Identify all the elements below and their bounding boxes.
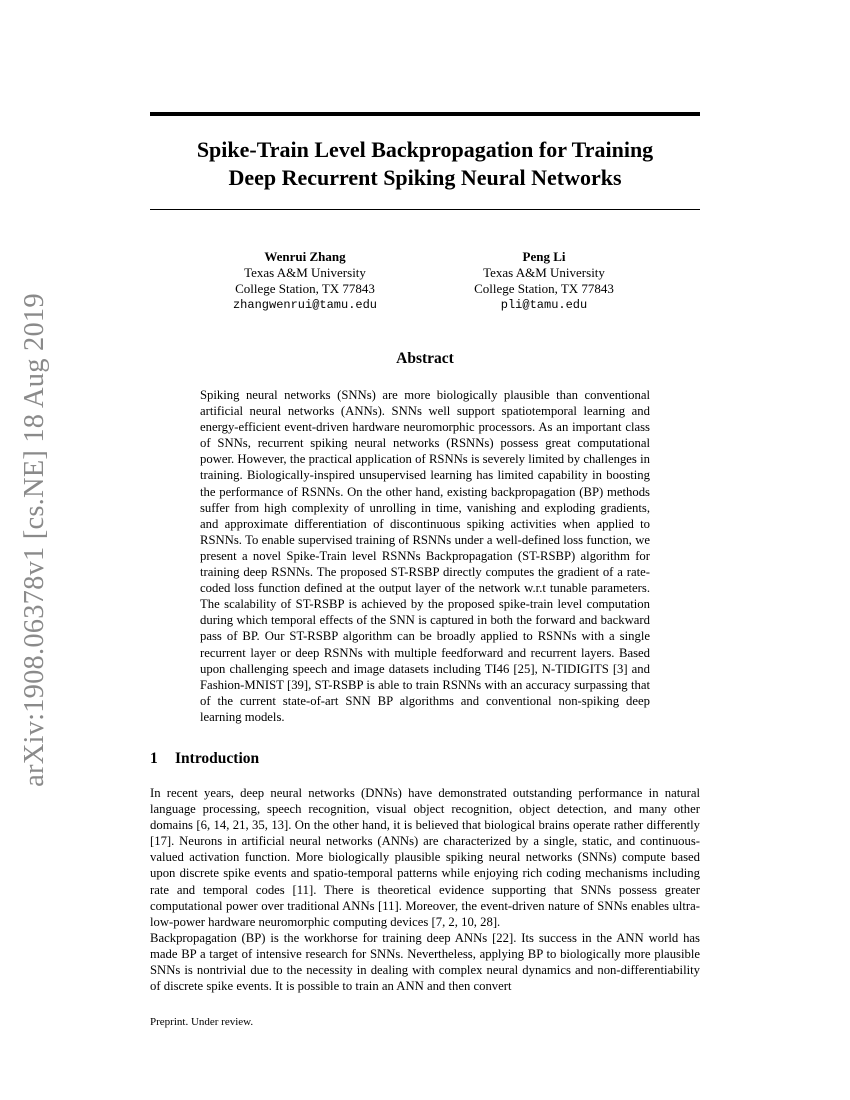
author-email[interactable]: pli@tamu.edu: [500, 298, 588, 312]
arxiv-identifier: [10, 290, 60, 790]
preprint-footer: Preprint. Under review.: [150, 1016, 254, 1028]
author-name: Wenrui Zhang: [264, 249, 346, 264]
title-line-2: Deep Recurrent Spiking Neural Networks: [228, 165, 622, 190]
intro-paragraph: Backpropagation (BP) is the workhorse for training deep ANNs [22]. Its success in the ANN world has made BP a target of intensive research for SNNs. Nevertheless, applying BP to biologically more plausible SNNs is nontrivial due to the necessity in dealing with complex neural dynamics and non-differentiability of discrete spike events. It is possible to train an ANN and then convert: [150, 931, 700, 994]
abstract-text: Spiking neural networks (SNNs) are more biologically plausible than conventional artificial neural networks (ANNs). SNNs well support spatiotemporal learning and energy-efficient event-driven hardware neuromorphic processors. As an important class of SNNs, recurrent spiking neural networks (RSNNs) possess great computational power. However, the practical application of RSNNs is severely limited by challenges in training. Biologically-inspired unsupervised learning has limited capability in boosting the performance of RSNNs. On the other hand, existing backpropagation (BP) methods suffer from high complexity of unrolling in time, vanishing and exploding gradients, and approximate differentiation of discontinuous spiking activities when applied to RSNNs. To enable supervised training of RSNNs under a well-defined loss function, we present a novel Spike-Train level RSNNs Backpropagation (ST-RSBP) algorithm for training deep RSNNs. The proposed ST-RSBP directly computes the gradient of a rate-coded loss function defined at the output layer of the network w.r.t tunable parameters. The scalability of ST-RSBP is achieved by the proposed spike-train level computation during which temporal effects of the SNN is captured in both the forward and backward pass of BP. Our ST-RSBP algorithm can be broadly applied to RSNNs with a single recurrent layer or deep RSNNs with multiple feedforward and recurrent layers. Based upon challenging speech and image datasets including TI46 [25], N-TIDIGITS [3] and Fashion-MNIST [39], ST-RSBP is able to train RSNNs with an accuracy surpassing that of the current state-of-art SNN BP algorithms and conventional non-spiking deep learning models.: [200, 388, 650, 724]
section-title: Introduction: [175, 750, 260, 767]
author-block: [195, 249, 415, 313]
author-affiliation: Texas A&M University: [244, 265, 366, 280]
author-address: College Station, TX 77843: [474, 281, 614, 296]
author-name: Peng Li: [522, 249, 566, 264]
title-top-rule: [150, 112, 700, 116]
section-heading: [150, 750, 259, 768]
paper-title: [150, 136, 700, 192]
intro-paragraph: In recent years, deep neural networks (DNNs) have demonstrated outstanding performance in natural language processing, speech recognition, visual object recognition, object detection, and many other domains [6, 14, 21, 35, 13]. On the other hand, it is believed that biological brains operate rather differently [17]. Neurons in artificial neural networks (ANNs) are characterized by a single, static, and continuous-valued activation function. More biologically plausible spiking neural networks (SNNs) compute based upon discrete spike events and spatio-temporal patterns while enjoying rich coding mechanisms including rate and temporal codes [11]. There is theoretical evidence supporting that SNNs possess greater computational power over traditional ANNs [11]. Moreover, the event-driven nature of SNNs enables ultra-low-power hardware neuromorphic computing devices [7, 2, 10, 28].: [150, 786, 700, 929]
abstract-heading: Abstract: [396, 350, 454, 367]
arxiv-identifier-text: arXiv:1908.06378v1 [cs.NE] 18 Aug 2019: [19, 293, 51, 787]
author-email[interactable]: zhangwenrui@tamu.edu: [232, 298, 378, 312]
title-bottom-rule: [150, 209, 700, 210]
title-line-1: Spike-Train Level Backpropagation for Training: [196, 137, 654, 162]
author-address: College Station, TX 77843: [235, 281, 375, 296]
author-affiliation: Texas A&M University: [483, 265, 605, 280]
section-number: 1: [150, 750, 158, 767]
author-block: [434, 249, 654, 313]
